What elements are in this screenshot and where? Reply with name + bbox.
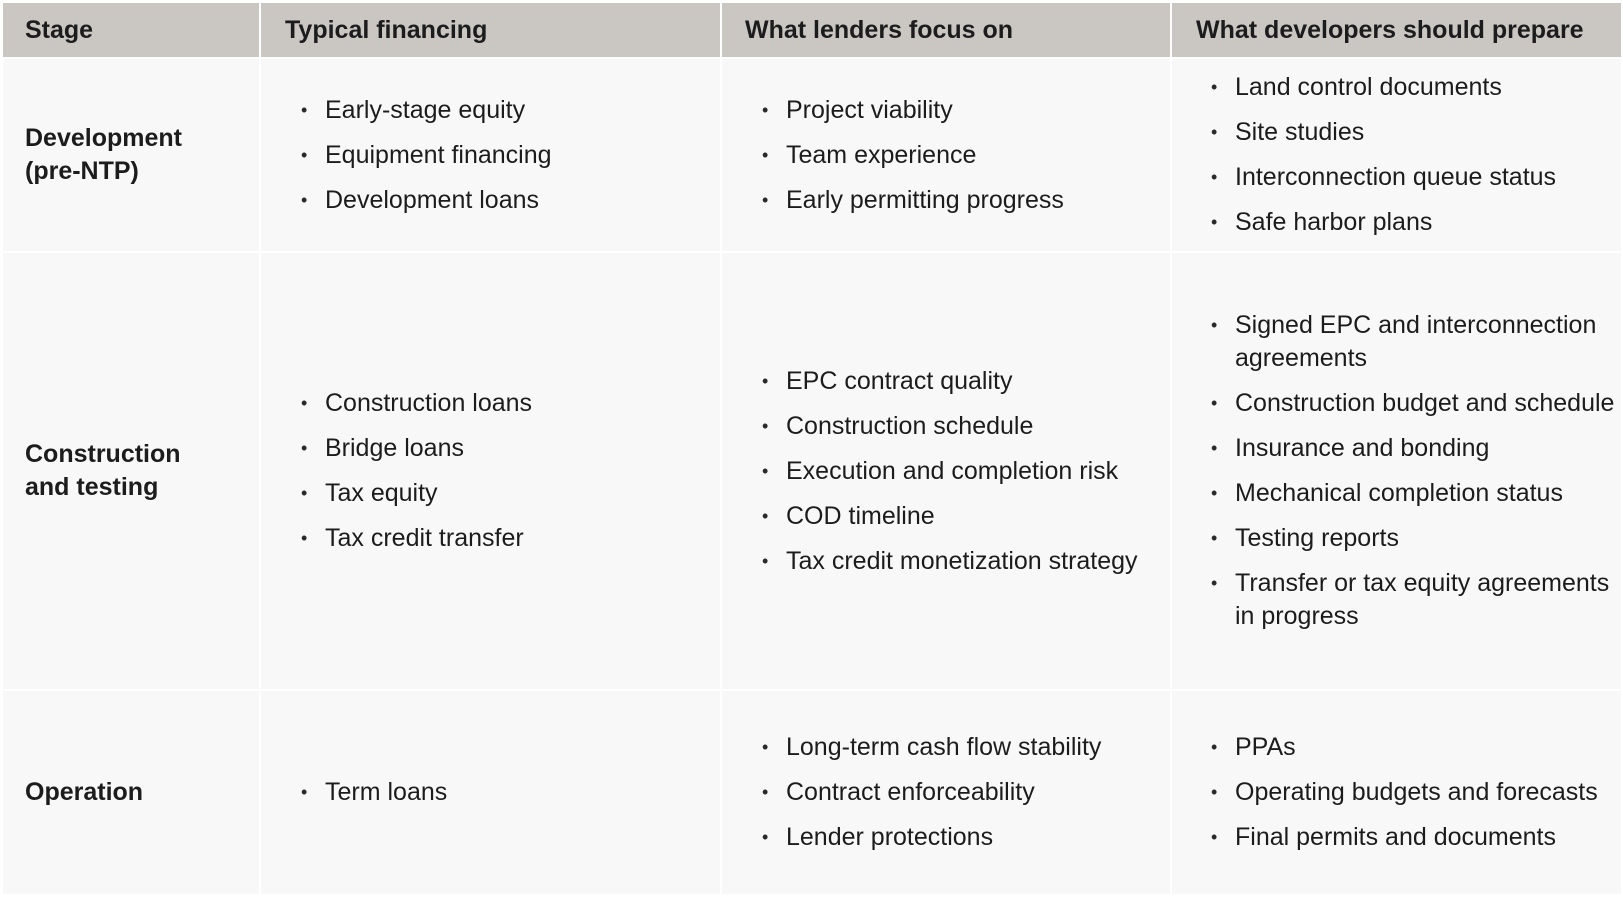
list-item xyxy=(261,776,720,809)
stage-label-line: Construction xyxy=(25,440,181,468)
list-item xyxy=(1172,387,1621,420)
list-item-text: Safe harbor plans xyxy=(1235,208,1433,236)
bullet-icon: • xyxy=(1211,315,1218,335)
list-item xyxy=(722,821,1170,854)
list-item-text: Interconnection queue status xyxy=(1235,163,1557,191)
stage-label-line: (pre-NTP) xyxy=(25,157,139,185)
stage-cell-development xyxy=(3,59,259,251)
list-item-text: Execution and completion risk xyxy=(786,456,1119,485)
list-item xyxy=(1172,821,1621,854)
list-item-text: Mechanical completion status xyxy=(1235,479,1563,507)
list-item xyxy=(1172,309,1621,375)
lenders-cell-development xyxy=(722,59,1170,251)
bullet-icon: • xyxy=(762,189,769,210)
stage-label-line: and testing xyxy=(25,473,159,501)
bullet-icon: • xyxy=(1211,393,1218,413)
bullet-icon: • xyxy=(301,438,308,458)
developers-cell-construction xyxy=(1172,253,1621,689)
list-item-text: Land control documents xyxy=(1235,73,1502,101)
list-item-text: Development loans xyxy=(325,185,540,214)
list-item xyxy=(1172,731,1621,764)
list-item xyxy=(722,731,1170,764)
bullet-icon: • xyxy=(301,393,308,413)
list-item xyxy=(1172,477,1621,510)
list-item-text: Tax credit monetization strategy xyxy=(786,546,1138,575)
list-item xyxy=(722,94,1170,127)
developers-list xyxy=(1172,309,1621,633)
lenders-list xyxy=(722,365,1170,578)
header-developers-prepare: What developers should prepare xyxy=(1172,3,1621,57)
bullet-icon: • xyxy=(762,505,769,526)
lenders-list xyxy=(722,731,1170,854)
list-item xyxy=(722,184,1170,217)
bullet-icon: • xyxy=(762,460,769,481)
bullet-icon: • xyxy=(1211,737,1218,757)
list-item-text: Early-stage equity xyxy=(325,95,526,124)
stage-label-line: Development xyxy=(25,124,182,152)
developers-list xyxy=(1172,71,1621,239)
bullet-icon: • xyxy=(1211,827,1218,847)
lenders-list xyxy=(722,94,1170,217)
list-item-text: Tax credit transfer xyxy=(325,524,524,552)
bullet-icon: • xyxy=(762,415,769,436)
financing-list xyxy=(261,776,720,809)
list-item-text: Lender protections xyxy=(786,823,994,851)
list-item xyxy=(1172,432,1621,465)
financing-cell-construction xyxy=(261,253,720,689)
financing-cell-operation xyxy=(261,691,720,894)
lenders-cell-construction xyxy=(722,253,1170,689)
list-item xyxy=(722,139,1170,172)
financing-list xyxy=(261,94,720,217)
bullet-icon: • xyxy=(762,827,769,847)
list-item-text: Final permits and documents xyxy=(1235,823,1556,851)
list-item-text: Construction loans xyxy=(325,389,533,417)
list-item xyxy=(261,522,720,555)
list-item-text: Term loans xyxy=(325,778,448,806)
list-item-text: Bridge loans xyxy=(325,434,464,462)
list-item-text: Long-term cash flow stability xyxy=(786,733,1102,761)
bullet-icon: • xyxy=(1211,77,1218,97)
list-item xyxy=(722,455,1170,488)
list-item-text: Early permitting progress xyxy=(786,185,1064,214)
list-item-text: Site studies xyxy=(1235,118,1365,146)
developers-cell-development xyxy=(1172,59,1621,251)
bullet-icon: • xyxy=(762,370,769,391)
header-lenders-focus: What lenders focus on xyxy=(722,3,1170,57)
financing-stages-table xyxy=(3,3,1621,894)
list-item xyxy=(1172,116,1621,149)
stage-cell-operation xyxy=(3,691,259,894)
list-item xyxy=(261,139,720,172)
list-item-text: Construction budget and schedule xyxy=(1235,389,1615,417)
list-item xyxy=(1172,567,1621,633)
stage-label-line: Operation xyxy=(25,778,144,806)
bullet-icon: • xyxy=(1211,782,1218,802)
bullet-icon: • xyxy=(1211,483,1218,503)
developers-list xyxy=(1172,731,1621,854)
list-item-text: Team experience xyxy=(786,140,977,169)
list-item xyxy=(722,545,1170,578)
list-item-text: Project viability xyxy=(786,95,953,124)
bullet-icon: • xyxy=(762,550,769,571)
list-item xyxy=(1172,206,1621,239)
list-item-text: Signed EPC and interconnection agreements xyxy=(1235,311,1597,372)
stage-cell-construction xyxy=(3,253,259,689)
lenders-cell-operation xyxy=(722,691,1170,894)
list-item-text: Transfer or tax equity agreements in progress xyxy=(1235,569,1610,630)
list-item xyxy=(1172,161,1621,194)
bullet-icon: • xyxy=(1211,573,1218,593)
bullet-icon: • xyxy=(762,737,769,757)
bullet-icon: • xyxy=(1211,212,1218,232)
bullet-icon: • xyxy=(1211,438,1218,458)
bullet-icon: • xyxy=(762,782,769,802)
bullet-icon: • xyxy=(301,782,308,802)
bullet-icon: • xyxy=(1211,528,1218,548)
developers-cell-operation xyxy=(1172,691,1621,894)
list-item xyxy=(1172,522,1621,555)
bullet-icon: • xyxy=(762,99,769,120)
list-item xyxy=(1172,71,1621,104)
bullet-icon: • xyxy=(301,144,308,165)
list-item-text: EPC contract quality xyxy=(786,366,1013,395)
list-item xyxy=(722,500,1170,533)
bullet-icon: • xyxy=(301,189,308,210)
list-item-text: Insurance and bonding xyxy=(1235,434,1490,462)
list-item-text: Equipment financing xyxy=(325,140,552,169)
list-item-text: Operating budgets and forecasts xyxy=(1235,778,1598,806)
list-item xyxy=(722,776,1170,809)
bullet-icon: • xyxy=(301,528,308,548)
list-item xyxy=(722,410,1170,443)
list-item xyxy=(1172,776,1621,809)
list-item xyxy=(722,365,1170,398)
financing-cell-development xyxy=(261,59,720,251)
list-item xyxy=(261,94,720,127)
list-item xyxy=(261,432,720,465)
list-item xyxy=(261,477,720,510)
list-item-text: Construction schedule xyxy=(786,411,1034,440)
bullet-icon: • xyxy=(1211,122,1218,142)
bullet-icon: • xyxy=(301,483,308,503)
list-item-text: PPAs xyxy=(1235,733,1296,761)
list-item-text: COD timeline xyxy=(786,501,935,530)
list-item-text: Testing reports xyxy=(1235,524,1399,552)
header-typical-financing: Typical financing xyxy=(261,3,720,57)
bullet-icon: • xyxy=(301,99,308,120)
bullet-icon: • xyxy=(1211,167,1218,187)
list-item-text: Contract enforceability xyxy=(786,778,1035,806)
list-item xyxy=(261,184,720,217)
bullet-icon: • xyxy=(762,144,769,165)
list-item xyxy=(261,387,720,420)
financing-list xyxy=(261,387,720,555)
header-stage: Stage xyxy=(3,3,259,57)
list-item-text: Tax equity xyxy=(325,479,438,507)
